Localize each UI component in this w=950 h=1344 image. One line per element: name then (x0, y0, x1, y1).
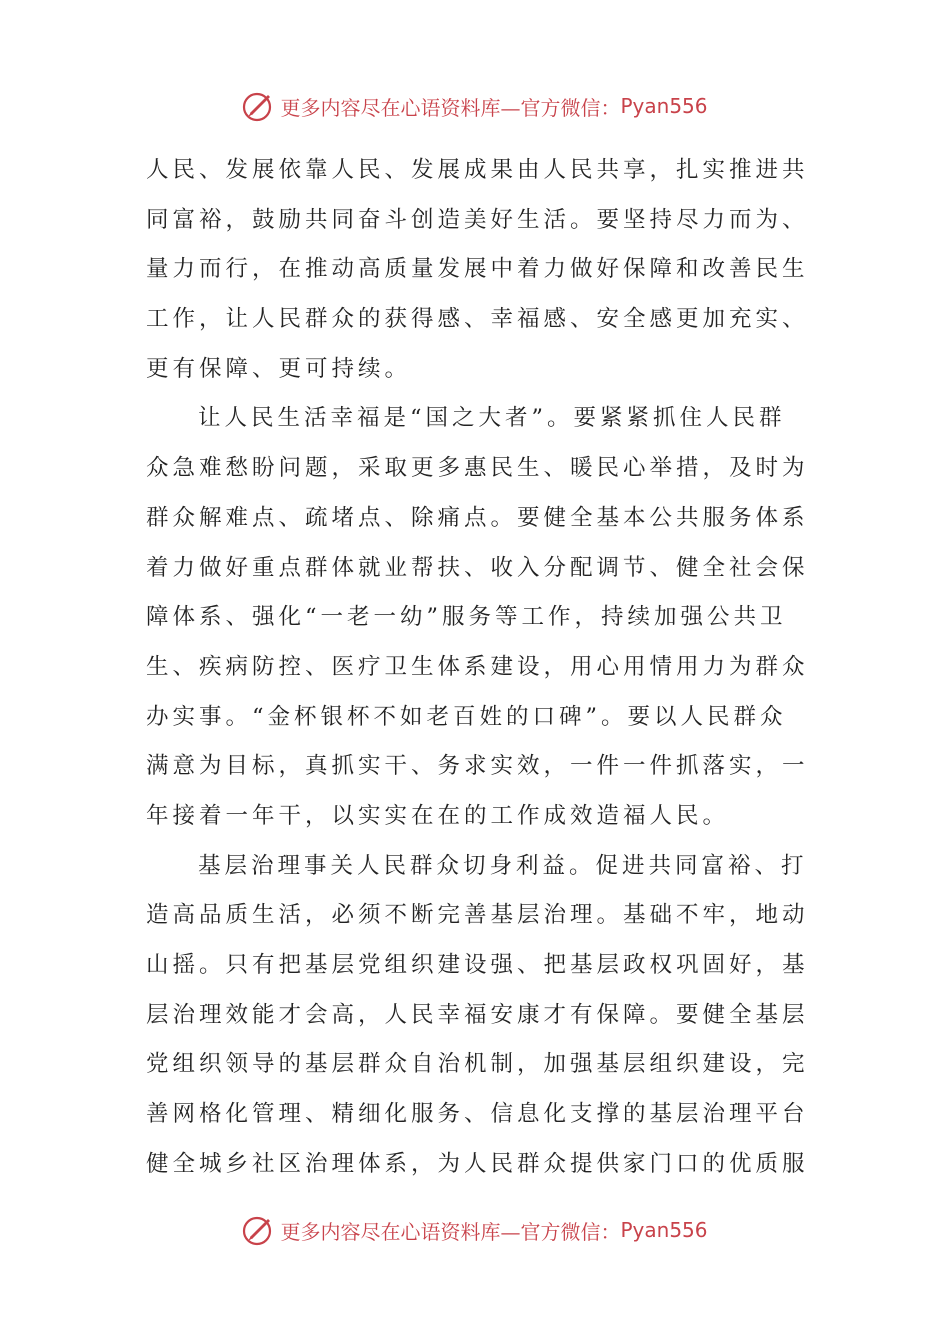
text-line: 更有保障、更可持续。 (146, 355, 412, 382)
wechat-id: Pyan556 (620, 1218, 708, 1242)
text-line: 善网格化管理、精细化服务、信息化支撑的基层治理平台 (146, 1101, 809, 1128)
text-line: 健全城乡社区治理体系，为人民群众提供家门口的优质服 (146, 1150, 809, 1177)
text-line: 办实事。“金杯银杯不如老百姓的口碑”。要以人民群众 (146, 703, 787, 730)
text-line: 同富裕，鼓励共同奋斗创造美好生活。要坚持尽力而为、 (146, 206, 809, 233)
text-line: 造高品质生活，必须不断完善基层治理。基础不牢，地动 (146, 902, 809, 929)
text-line: 生、疾病防控、医疗卫生体系建设，用心用情用力为群众 (146, 653, 809, 680)
footer-banner (0, 1210, 950, 1250)
text-line: 年接着一年干，以实实在在的工作成效造福人民。 (146, 802, 730, 829)
banner-text: 更多内容尽在心语资料库—官方微信： (280, 95, 621, 120)
wechat-id: Pyan556 (620, 94, 708, 118)
text-line: 众急难愁盼问题，采取更多惠民生、暖民心举措，及时为 (146, 455, 809, 482)
text-line: 量力而行，在推动高质量发展中着力做好保障和改善民生 (146, 256, 809, 283)
document-body (146, 146, 810, 1189)
pen-logo-icon (242, 89, 276, 123)
paragraph-start-line: 让人民生活幸福是“国之大者”。要紧紧抓住人民群 (198, 405, 786, 432)
text-line: 着力做好重点群体就业帮扶、收入分配调节、健全社会保 (146, 554, 809, 581)
text-line: 山摇。只有把基层党组织建设强、把基层政权巩固好，基 (146, 952, 809, 978)
text-line: 人民、发展依靠人民、发展成果由人民共享，扎实推进共 (146, 157, 809, 183)
text-line: 群众解难点、疏堵点、除痛点。要健全基本公共服务体系 (146, 504, 809, 531)
text-line: 障体系、强化“一老一幼”服务等工作，持续加强公共卫 (146, 604, 787, 631)
banner-text: 更多内容尽在心语资料库—官方微信： (280, 1219, 621, 1244)
pen-logo-icon (242, 1213, 276, 1247)
paragraph-start-line: 基层治理事关人民群众切身利益。促进共同富裕、打 (198, 852, 808, 879)
text-line: 党组织领导的基层群众自治机制，加强基层组织建设，完 (146, 1051, 809, 1078)
text-line: 满意为目标，真抓实干、务求实效，一件一件抓落实，一 (146, 753, 809, 780)
text-line: 工作，让人民群众的获得感、幸福感、安全感更加充实、 (146, 306, 809, 333)
text-line: 层治理效能才会高，人民幸福安康才有保障。要健全基层 (146, 1001, 809, 1028)
header-banner (0, 86, 950, 126)
